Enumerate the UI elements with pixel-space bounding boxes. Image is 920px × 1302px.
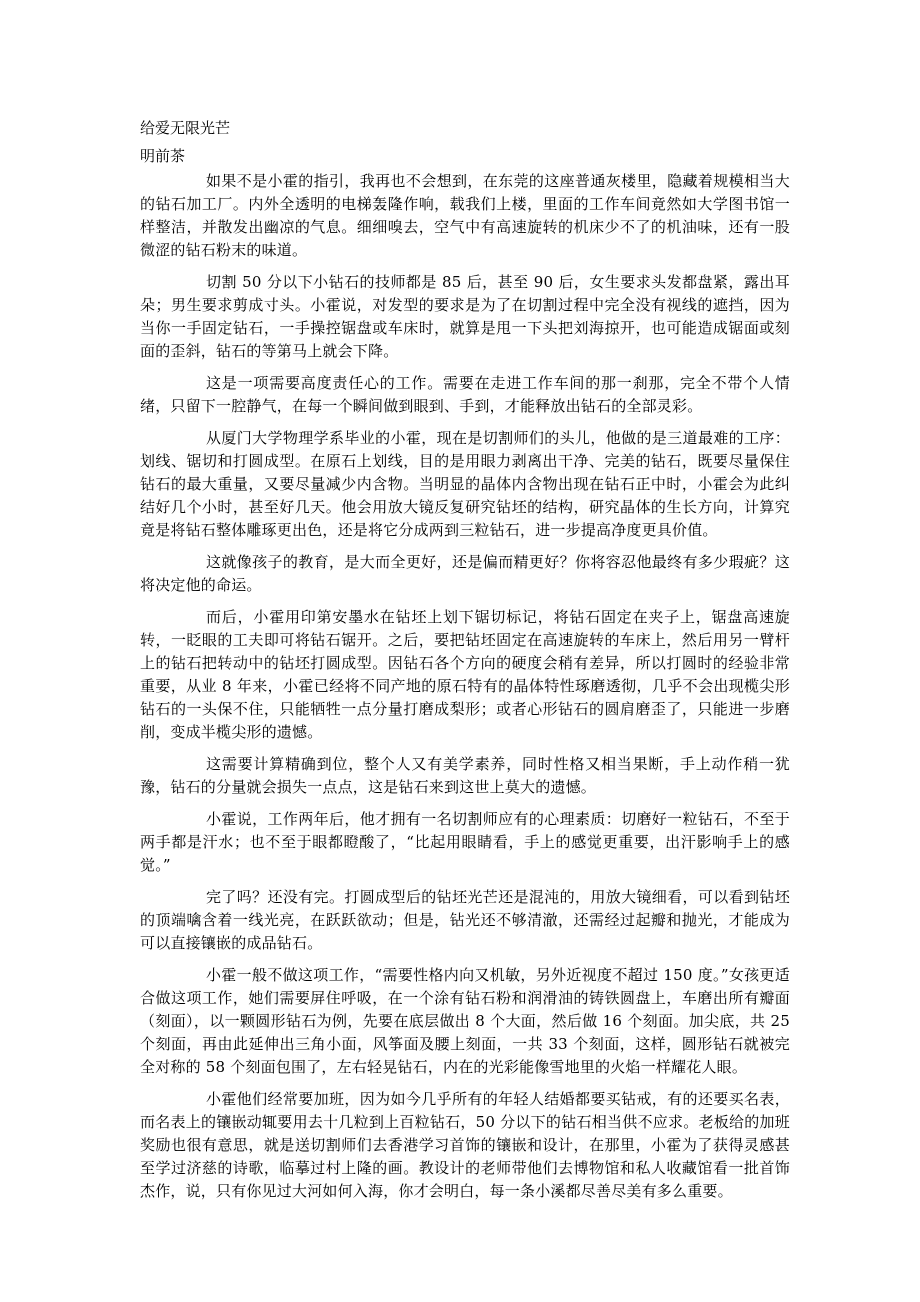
paragraph-8: 小霍说，工作两年后，他才拥有一名切割师应有的心理素质：切磨好一粒钻石，不至于两手都是汗水；也不至于眼都瞪酸了，“比起用眼睛看，手上的感觉更重要，出汗影响手上的感觉。” xyxy=(140,810,790,874)
article-title: 给爱无限光芒 xyxy=(140,119,231,137)
paragraph-4: 从厦门大学物理学系毕业的小霍，现在是切割师们的头儿，他做的是三道最难的工序：划线、锯切和打圆成型。在原石上划线，目的是用眼力剥离出干净、完美的钻石，既要尽量保住钻石的最大重量，又要尽量减少内含物。当明显的晶体内含物出现在钻石正中时，小霍会为此纠结好几个小时，甚至好几天。他会用放大镜反复研究钻坯的结构，研究晶体的生长方向，计算究竟是将钻石整体雕琢更出色，还是将它分成两到三粒钻石，进一步提高净度更具价值。 xyxy=(140,429,790,539)
paragraph-6: 而后，小霍用印第安墨水在钻坯上划下锯切标记，将钻石固定在夹子上，锯盘高速旋转，一眨眼的工夫即可将钻石锯开。之后，要把钻坯固定在高速旋转的车床上，然后用另一臂杆上的钻石把转动中的钻坯打圆成型。因钻石各个方向的硬度会稍有差异，所以打圆时的经验非常重要，从业 8 年来，小霍已经将不同产地的原石特有的晶体特性琢磨透彻，几乎不会出现榄尖形钻石的一头保不住，只能牺牲一点分量打磨成梨形；或者心形钻石的圆肩磨歪了，只能进一步磨削，变成半榄尖形的遗憾。 xyxy=(140,608,790,741)
paragraph-5: 这就像孩子的教育，是大而全更好，还是偏而精更好？你将容忍他最终有多少瑕疵？这将决定他的命运。 xyxy=(140,553,790,594)
document-page xyxy=(140,114,790,1212)
article-author: 明前茶 xyxy=(140,147,186,165)
paragraph-9: 完了吗？还没有完。打圆成型后的钻坯光芒还是混沌的，用放大镜细看，可以看到钻坯的顶端噙含着一线光亮，在跃跃欲动；但是，钻光还不够清澈，还需经过起瓣和抛光，才能成为可以直接镶嵌的成品钻石。 xyxy=(140,888,790,952)
paragraph-7: 这需要计算精确到位，整个人又有美学素养，同时性格又相当果断，手上动作稍一犹豫，钻石的分量就会损失一点点，这是钻石来到这世上莫大的遗憾。 xyxy=(140,755,790,796)
paragraph-1: 如果不是小霍的指引，我再也不会想到，在东莞的这座普通灰楼里，隐藏着规模相当大的钻石加工厂。内外全透明的电梯轰隆作响，载我们上楼，里面的工作车间竟然如大学图书馆一样整洁，并散发出幽凉的气息。细细嗅去，空气中有高速旋转的机床少不了的机油味，还有一股微涩的钻石粉末的味道。 xyxy=(140,172,790,259)
paragraph-3: 这是一项需要高度责任心的工作。需要在走进工作车间的那一刹那，完全不带个人情绪，只留下一腔静气，在每一个瞬间做到眼到、手到，才能释放出钻石的全部灵彩。 xyxy=(140,374,790,415)
paragraph-11: 小霍他们经常要加班，因为如今几乎所有的年轻人结婚都要买钻戒，有的还要买名表，而名表上的镶嵌动辄要用去十几粒到上百粒钻石，50 分以下的钻石相当供不应求。老板给的加班奖励也很有意思，就是送切割师们去香港学习首饰的镶嵌和设计，在那里，小霍为了获得灵感甚至学过济慈的诗歌，临摹过村上隆的画。教设计的老师带他们去博物馆和私人收藏馆看一批首饰杰作，说，只有你见过大河如何入海，你才会明白，每一条小溪都尽善尽美有多么重要。 xyxy=(140,1090,790,1200)
paragraph-10: 小霍一般不做这项工作，“需要性格内向又机敏，另外近视度不超过 150 度。”女孩更适合做这项工作，她们需要屏住呼吸，在一个涂有钻石粉和润滑油的铸铁圆盘上，车磨出所有瓣面（刻面），以一颗圆形钻石为例，先要在底层做出 8 个大面，然后做 16 个刻面。加尖底，共 25 个刻面，再由此延伸出三角小面，风筝面及腰上刻面，一共 33 个刻面，这样，圆形钻石就被完全对称的 58 个刻面包围了，左右轻晃钻石，内在的光彩能像雪地里的火焰一样耀花人眼。 xyxy=(140,966,790,1076)
article-body xyxy=(140,170,790,1203)
paragraph-2: 切割 50 分以下小钻石的技师都是 85 后，甚至 90 后，女生要求头发都盘紧，露出耳朵；男生要求剪成寸头。小霍说，对发型的要求是为了在切割过程中完全没有视线的遮挡，因为当你一手固定钻石，一手操控锯盘或车床时，就算是甩一下头把刘海掠开，也可能造成锯面或刻面的歪斜，钻石的等第马上就会下降。 xyxy=(140,273,790,360)
